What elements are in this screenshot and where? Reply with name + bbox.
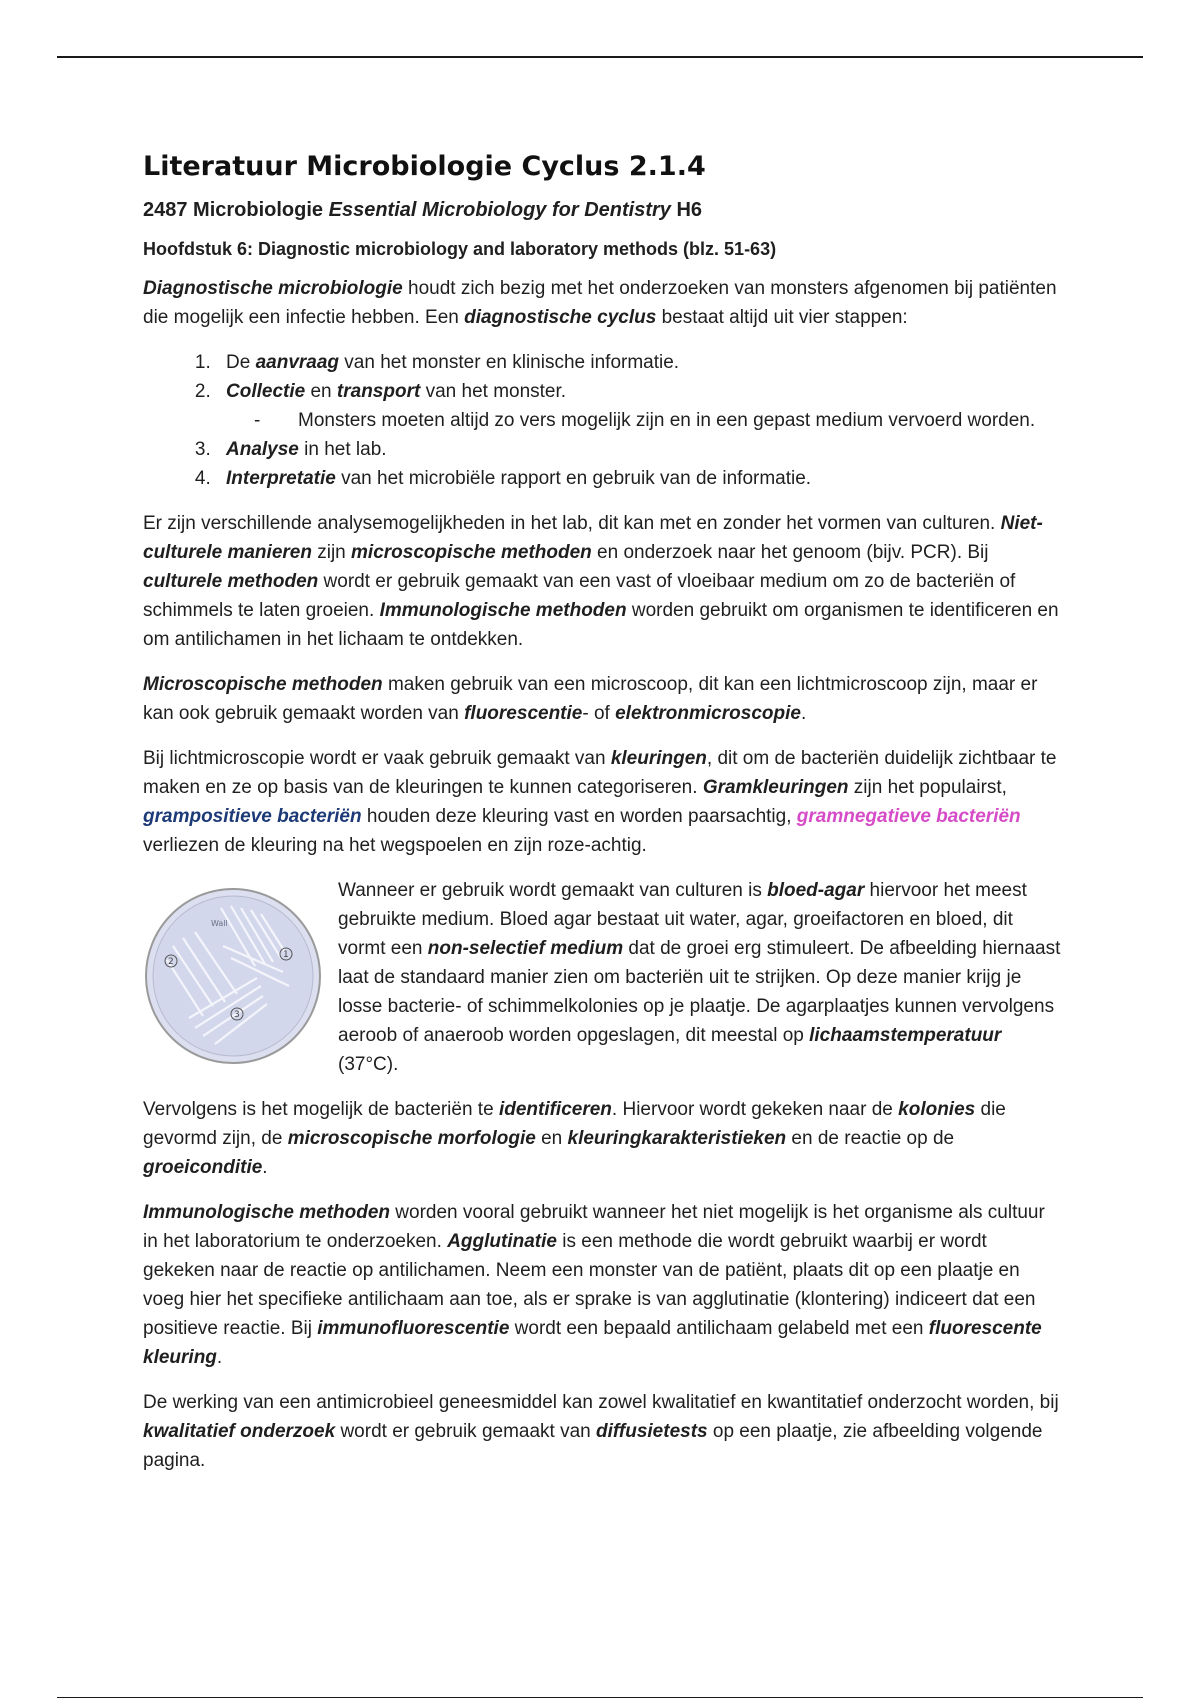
term: Interpretatie: [226, 468, 336, 489]
gramnegative-term: gramnegatieve bacteriën: [796, 806, 1021, 827]
text: hiervoor het meest gebruikte medium. Bloed agar bestaat uit water, agar, groeifactoren en bloed, dit vormt een: [338, 880, 1027, 959]
microscopy-paragraph: [143, 670, 1063, 728]
text: zijn: [311, 542, 352, 563]
term: Immunologische methoden: [143, 1202, 391, 1223]
agar-section: [143, 876, 1063, 1079]
text: (37°C).: [338, 1054, 399, 1075]
text: Er zijn verschillende analysemogelijkheden in het lab, dit kan met en zonder het vormen van culturen.: [143, 513, 1001, 534]
text: .: [216, 1347, 223, 1368]
term: fluorescentie: [464, 703, 583, 724]
header-rule: [57, 56, 1143, 58]
list-item: [216, 464, 1063, 493]
marker-2: 2: [168, 957, 174, 967]
text: en: [305, 381, 337, 402]
text: houdt zich bezig met het onderzoeken van monsters afgenomen bij patiënten die mogelijk een infectie hebben. Een: [143, 278, 1057, 328]
document-body: [143, 150, 1063, 1491]
analysis-paragraph: [143, 509, 1063, 654]
text: .: [262, 1157, 268, 1178]
book-code: 2487 Microbiologie: [143, 199, 329, 221]
diagnostic-steps-list: [143, 348, 1063, 493]
book-title: Essential Microbiology for Dentistry: [328, 199, 671, 221]
agar-paragraph: [338, 876, 1063, 1079]
text: van het monster en klinische informatie.: [339, 352, 680, 373]
text: .: [800, 703, 807, 724]
term: bloed-agar: [767, 880, 865, 901]
agar-plate-figure: [143, 876, 338, 1075]
text: , dit om de bacteriën duidelijk zichtbaar te maken en ze op basis van de kleuringen te kunnen categoriseren.: [143, 748, 1057, 798]
term: Analyse: [226, 439, 299, 460]
term: groeiconditie: [143, 1157, 263, 1178]
text: wordt er gebruik gemaakt van: [335, 1421, 597, 1442]
text: die gevormd zijn, de: [143, 1099, 1006, 1149]
text: wordt er gebruik gemaakt van een vast of vloeibaar medium om zo de bacteriën of schimmels te laten groeien.: [143, 571, 1016, 621]
text: Wanneer er gebruik wordt gemaakt van culturen is: [338, 880, 768, 901]
document-title: Literatuur Microbiologie Cyclus 2.1.4: [143, 151, 706, 182]
footer-rule: [57, 1697, 1143, 1698]
list-item: [216, 377, 1063, 435]
term: kwalitatief onderzoek: [143, 1421, 336, 1442]
term: kleuringkarakteristieken: [567, 1128, 787, 1149]
text: worden vooral gebruikt wanneer het niet mogelijk is het organisme als cultuur in het laboratorium te onderzoeken.: [143, 1202, 1045, 1252]
marker-1: 1: [283, 950, 289, 960]
plate-label: Wall: [211, 919, 228, 928]
text: Bij lichtmicroscopie wordt er vaak gebruik gemaakt van: [143, 748, 611, 769]
term: kolonies: [898, 1099, 976, 1120]
immunology-paragraph: [143, 1198, 1063, 1372]
term: Diagnostische microbiologie: [143, 278, 403, 299]
grampositive-term: grampositieve bacteriën: [143, 806, 362, 827]
sub-list: [226, 406, 1063, 435]
book-chapter: H6: [670, 199, 703, 221]
term: Collectie: [226, 381, 306, 402]
term: Gramkleuringen: [702, 777, 849, 798]
sub-list-item: - Monsters moeten altijd zo vers mogelijk zijn en in een gepast medium vervoerd worden.: [290, 406, 1063, 435]
text: De werking van een antimicrobieel geneesmiddel kan zowel kwalitatief en kwantitatief onderzocht worden, bij: [143, 1392, 1059, 1413]
text: wordt een bepaald antilichaam gelabeld met een: [509, 1318, 929, 1339]
text: van het monster.: [420, 381, 567, 402]
text: verliezen de kleuring na het wegspoelen en zijn roze-achtig.: [143, 835, 647, 856]
text: De: [226, 352, 256, 373]
text: - of: [582, 703, 616, 724]
term: aanvraag: [255, 352, 340, 373]
text: houden deze kleuring vast en worden paarsachtig,: [361, 806, 797, 827]
marker-3: 3: [234, 1010, 240, 1020]
text: en de reactie op de: [786, 1128, 955, 1149]
text: dat de groei erg stimuleert. De afbeelding hiernaast laat de standaard manier zien om bacteriën uit te strijken. Op deze manier krijg je losse bacterie- of schimmelkolonies op je plaatje. De agarplaatjes kunnen vervolgens aeroob of anaeroob worden opgeslagen, dit meestal op: [338, 938, 1061, 1046]
term: identificeren: [498, 1099, 612, 1120]
term: kleuringen: [610, 748, 707, 769]
text: . Hiervoor wordt gekeken naar de: [611, 1099, 899, 1120]
term: elektronmicroscopie: [615, 703, 801, 724]
term: microscopische methoden: [351, 542, 592, 563]
identification-paragraph: [143, 1095, 1063, 1182]
book-reference: [143, 196, 1063, 225]
list-item: [216, 348, 1063, 377]
text: Vervolgens is het mogelijk de bacteriën te: [143, 1099, 499, 1120]
term: transport: [336, 381, 421, 402]
term: lichaamstemperatuur: [809, 1025, 1002, 1046]
text: worden gebruikt om organismen te identificeren en om antilichamen in het lichaam te ontdekken.: [143, 600, 1059, 650]
text: zijn het populairst,: [848, 777, 1007, 798]
term: Agglutinatie: [447, 1231, 557, 1252]
agar-plate-streak-image: [143, 886, 323, 1066]
text: bestaat altijd uit vier stappen:: [656, 307, 908, 328]
term: Immunologische methoden: [379, 600, 627, 621]
intro-paragraph: [143, 274, 1063, 332]
staining-paragraph: [143, 744, 1063, 860]
text: maken gebruik van een microscoop, dit kan een lichtmicroscoop zijn, maar er kan ook gebruik gemaakt worden van: [143, 674, 1038, 724]
term: diagnostische cyclus: [464, 307, 657, 328]
term: Microscopische methoden: [143, 674, 383, 695]
term: culturele methoden: [143, 571, 319, 592]
text: in het lab.: [298, 439, 387, 460]
chapter-heading: Hoofdstuk 6: Diagnostic microbiology and laboratory methods (blz. 51-63): [143, 239, 777, 259]
text: op een plaatje, zie afbeelding volgende pagina.: [143, 1421, 1043, 1471]
term: microscopische morfologie: [287, 1128, 536, 1149]
text: van het microbiële rapport en gebruik van de informatie.: [335, 468, 812, 489]
antimicrobial-paragraph: [143, 1388, 1063, 1475]
text: is een methode die wordt gebruikt waarbij er wordt gekeken naar de reactie op antilichamen. Neem een monster van de patiënt, plaats dit op een plaatje en voeg hier het specifieke antilichaam aan toe, als er sprake is van agglutinatie (klontering) indiceert dat een positieve reactie. Bij: [143, 1231, 1036, 1339]
term: Niet-culturele manieren: [143, 513, 1043, 563]
term: immunofluorescentie: [317, 1318, 510, 1339]
term: fluorescente kleuring: [143, 1318, 1042, 1368]
text: en onderzoek naar het genoom (bijv. PCR). Bij: [591, 542, 989, 563]
list-item: [216, 435, 1063, 464]
term: diffusietests: [596, 1421, 708, 1442]
text: en: [535, 1128, 568, 1149]
term: non-selectief medium: [427, 938, 624, 959]
